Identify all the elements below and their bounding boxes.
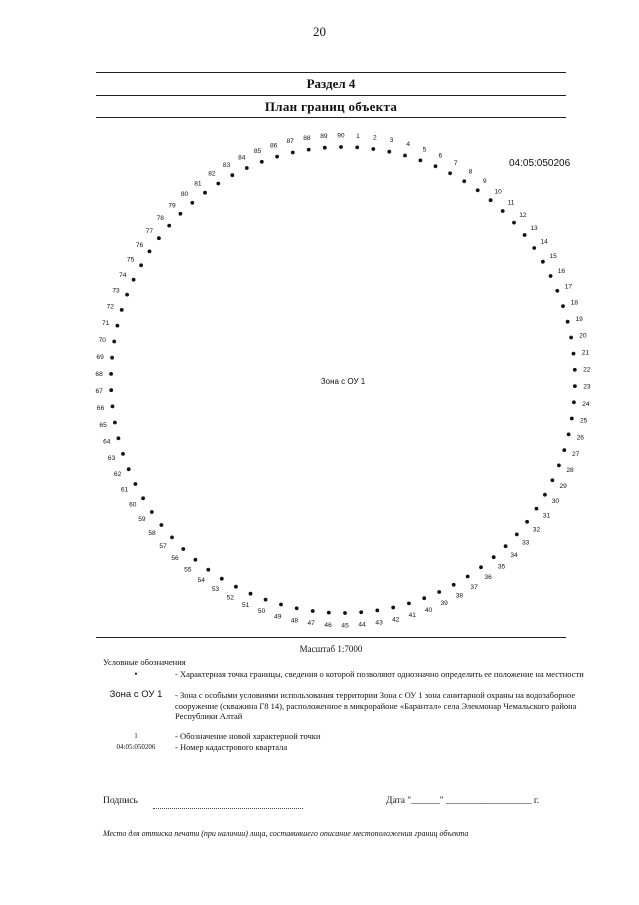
- boundary-point-label: 88: [303, 135, 311, 142]
- boundary-point-label: 24: [582, 400, 590, 408]
- boundary-point: [134, 482, 138, 486]
- boundary-point-label: 31: [542, 512, 551, 520]
- boundary-point: [295, 606, 299, 610]
- boundary-point-label: 12: [519, 211, 527, 219]
- boundary-point: [339, 145, 343, 149]
- boundary-point: [139, 263, 143, 267]
- zone-label: Зона с ОУ 1: [320, 377, 366, 386]
- boundary-point-label: 78: [156, 215, 164, 222]
- boundary-point: [291, 151, 295, 155]
- boundary-point: [448, 171, 452, 175]
- boundary-point-label: 50: [257, 608, 266, 616]
- boundary-point-label: 70: [98, 336, 106, 344]
- legend-symbol-zone: Зона с ОУ 1: [109, 689, 163, 700]
- boundary-point: [555, 289, 559, 293]
- boundary-point-label: 81: [194, 180, 202, 188]
- boundary-point: [466, 575, 470, 579]
- boundary-point-label: 73: [112, 287, 120, 295]
- boundary-point-label: 52: [226, 594, 234, 602]
- boundary-point-label: 53: [211, 586, 220, 594]
- boundary-point: [113, 421, 117, 425]
- boundary-point: [391, 606, 395, 610]
- boundary-point: [125, 293, 129, 297]
- footer-note: Место для оттиска печати (при наличии) лица, составившего описание местоположения границ объекта: [103, 829, 469, 838]
- boundary-point: [323, 146, 327, 150]
- boundary-point-label: 43: [375, 619, 383, 627]
- boundary-point-label: 77: [145, 228, 154, 236]
- boundary-point-label: 63: [107, 455, 116, 462]
- boundary-point-label: 8: [468, 168, 473, 176]
- boundary-point-label: 46: [324, 621, 332, 629]
- boundary-point: [203, 191, 207, 195]
- boundary-point: [512, 221, 516, 225]
- scale-label: Масштаб 1:7000: [299, 644, 363, 654]
- boundary-point-label: 65: [99, 421, 107, 429]
- boundary-point: [311, 609, 315, 613]
- page-number: 20: [313, 24, 326, 39]
- boundary-point-label: 66: [96, 405, 105, 412]
- boundary-point-label: 85: [253, 147, 262, 155]
- boundary-point-label: 1: [356, 132, 360, 140]
- boundary-point-label: 55: [184, 566, 192, 574]
- boundary-point-label: 44: [358, 621, 366, 629]
- boundary-point: [566, 320, 570, 324]
- boundary-point-label: 56: [171, 555, 179, 562]
- boundary-point: [569, 336, 573, 340]
- boundary-point-label: 15: [549, 253, 557, 260]
- boundary-point: [532, 246, 536, 250]
- boundary-point: [245, 166, 249, 170]
- boundary-point-label: 34: [510, 552, 518, 559]
- boundary-point-label: 58: [148, 529, 156, 537]
- boundary-point-label: 19: [575, 316, 583, 323]
- boundary-point: [117, 436, 121, 440]
- boundary-point: [501, 209, 505, 213]
- boundary-point-label: 7: [453, 160, 458, 167]
- boundary-point-label: 83: [222, 162, 231, 169]
- boundary-point: [249, 592, 253, 596]
- boundary-point: [570, 417, 574, 421]
- boundary-point: [535, 507, 539, 511]
- date-label: Дата "______" __________________ г.: [386, 796, 540, 806]
- boundary-point-label: 32: [532, 526, 541, 534]
- boundary-point: [567, 433, 571, 437]
- boundary-point: [167, 224, 171, 228]
- boundary-point-label: 3: [389, 137, 394, 145]
- boundary-point: [112, 340, 116, 344]
- boundary-point: [359, 610, 363, 614]
- boundary-point: [562, 448, 566, 452]
- rule-plan-bottom: [96, 637, 566, 638]
- boundary-point: [260, 160, 264, 164]
- boundary-point-label: 68: [95, 370, 103, 378]
- boundary-point: [479, 565, 483, 569]
- boundary-point: [419, 159, 423, 163]
- boundary-point-label: 16: [557, 268, 566, 275]
- boundary-point-label: 42: [392, 616, 400, 624]
- boundary-point: [407, 602, 411, 606]
- boundary-point: [120, 308, 124, 312]
- boundary-point: [422, 596, 426, 600]
- boundary-point: [181, 547, 185, 551]
- boundary-point: [462, 179, 466, 183]
- boundary-point: [523, 233, 527, 237]
- boundary-point-label: 80: [180, 191, 189, 198]
- boundary-point-label: 45: [341, 622, 349, 630]
- boundary-point: [515, 533, 519, 537]
- boundary-point-label: 64: [103, 438, 111, 446]
- boundary-point: [327, 611, 331, 615]
- section-title: Раздел 4: [306, 76, 356, 91]
- boundary-point-label: 36: [484, 574, 492, 582]
- boundary-point: [572, 400, 576, 404]
- boundary-point-label: 5: [422, 146, 427, 154]
- boundary-point-label: 10: [494, 188, 502, 196]
- legend-symbol-quarter: 04:05:050206: [116, 743, 156, 751]
- boundary-point: [343, 611, 347, 615]
- boundary-point: [434, 164, 438, 168]
- legend-symbol-new-point: 1: [134, 732, 138, 740]
- boundary-point-label: 9: [482, 177, 487, 185]
- boundary-point: [150, 510, 154, 514]
- boundary-point-label: 28: [566, 467, 574, 475]
- cadastral-quarter-label: 04:05:050206: [509, 158, 571, 169]
- boundary-point: [307, 148, 311, 152]
- boundary-point-label: 67: [95, 388, 103, 395]
- boundary-point-label: 6: [438, 152, 443, 160]
- boundary-point: [264, 598, 268, 602]
- boundary-point: [206, 568, 210, 572]
- boundary-point-label: 82: [208, 170, 216, 178]
- boundary-point: [437, 590, 441, 594]
- boundary-point-label: 17: [564, 283, 573, 291]
- boundary-point-label: 47: [307, 620, 315, 628]
- legend-desc-zone: - Зона с особыми условиями использования территории Зона с ОУ 1 зона санитарной охраны на водозаборное сооружение (скважина Г8 14), расположенное в микрорайоне «Барантал» села Элекмонар Чемальского района Республики Алтай: [175, 690, 577, 721]
- boundary-point-label: 71: [102, 320, 110, 328]
- boundary-point: [525, 520, 529, 524]
- legend-desc-quarter: - Номер кадастрового квартала: [175, 742, 288, 752]
- boundary-point: [492, 555, 496, 559]
- boundary-point: [170, 536, 174, 540]
- boundary-point-label: 40: [424, 606, 433, 614]
- boundary-point-label: 74: [119, 271, 127, 279]
- boundary-point: [551, 478, 555, 482]
- legend-desc-new-point: - Обозначение новой характерной точки: [175, 731, 321, 741]
- boundary-point-label: 20: [579, 332, 587, 340]
- boundary-point: [375, 609, 379, 613]
- boundary-point-label: 39: [440, 600, 448, 608]
- boundary-point: [504, 544, 508, 548]
- legend-symbol-point: •: [134, 669, 138, 679]
- boundary-point-label: 48: [290, 617, 299, 625]
- boundary-point-label: 75: [126, 256, 135, 264]
- boundary-point: [109, 372, 113, 376]
- boundary-point-label: 61: [120, 486, 129, 494]
- boundary-point: [220, 577, 224, 581]
- boundary-point: [489, 198, 493, 202]
- boundary-point-label: 59: [138, 516, 146, 524]
- boundary-point: [230, 173, 234, 177]
- signature-line: [153, 808, 303, 809]
- boundary-point-label: 72: [106, 303, 114, 311]
- boundary-point-label: 37: [470, 583, 478, 591]
- boundary-point: [216, 182, 220, 186]
- boundary-point: [371, 147, 375, 151]
- boundary-point-label: 22: [583, 366, 591, 374]
- boundary-point-label: 89: [320, 133, 328, 141]
- boundary-point-label: 26: [576, 434, 584, 442]
- boundary-point: [355, 146, 359, 150]
- boundary-point-label: 84: [238, 154, 246, 162]
- boundary-point: [387, 150, 391, 154]
- boundary-point: [403, 154, 407, 158]
- boundary-point-label: 86: [270, 142, 278, 150]
- boundary-point: [190, 201, 194, 205]
- boundary-point-label: 27: [572, 451, 580, 458]
- boundary-point: [121, 452, 125, 456]
- boundary-point: [573, 384, 577, 388]
- boundary-point-label: 33: [522, 539, 530, 547]
- boundary-point-label: 54: [197, 576, 205, 584]
- boundary-point-label: 62: [113, 471, 122, 479]
- plan-title: План границ объекта: [264, 99, 398, 114]
- boundary-point-label: 4: [406, 141, 411, 149]
- boundary-point-label: 49: [274, 613, 282, 621]
- boundary-point: [141, 496, 145, 500]
- boundary-point: [234, 585, 238, 589]
- boundary-point: [194, 558, 198, 562]
- boundary-point: [561, 304, 565, 308]
- boundary-point-label: 11: [507, 199, 515, 207]
- boundary-point: [573, 368, 577, 372]
- boundary-point-label: 2: [372, 134, 377, 142]
- boundary-point: [476, 188, 480, 192]
- boundary-point: [110, 356, 114, 360]
- boundary-point-label: 29: [559, 482, 567, 490]
- boundary-point-label: 14: [540, 238, 548, 246]
- legend-desc-point: - Характерная точка границы, сведения о которой позволяют однозначно определить ее положение на местности: [175, 669, 584, 679]
- boundary-point-label: 38: [455, 592, 464, 600]
- boundary-point: [452, 583, 456, 587]
- boundary-point: [557, 464, 561, 468]
- boundary-point-label: 87: [286, 138, 294, 146]
- boundary-point: [116, 324, 120, 328]
- boundary-point-label: 69: [96, 353, 104, 361]
- boundary-point: [572, 352, 576, 356]
- boundary-point: [111, 405, 115, 409]
- boundary-point: [275, 155, 279, 159]
- boundary-point: [148, 250, 152, 254]
- boundary-point-label: 57: [159, 542, 167, 550]
- boundary-point-label: 13: [530, 224, 538, 232]
- boundary-point: [543, 493, 547, 497]
- boundary-point-label: 23: [583, 383, 591, 391]
- boundary-point-label: 51: [242, 602, 250, 609]
- boundary-point-label: 60: [129, 501, 137, 509]
- legend-title: Условные обозначения: [103, 657, 186, 667]
- boundary-point-label: 76: [135, 242, 144, 250]
- boundary-point-label: 21: [581, 349, 590, 357]
- boundary-point: [127, 467, 131, 471]
- boundary-point-label: 41: [408, 612, 416, 620]
- boundary-point: [541, 260, 545, 264]
- boundary-point-label: 35: [497, 563, 506, 571]
- boundary-point: [160, 523, 164, 527]
- boundary-point-label: 25: [580, 417, 588, 425]
- boundary-point-label: 30: [551, 497, 560, 505]
- boundary-point: [109, 388, 113, 392]
- boundary-point-label: 18: [570, 299, 579, 307]
- boundary-point: [157, 236, 161, 240]
- boundary-point: [549, 274, 553, 278]
- boundary-point-label: 79: [168, 202, 176, 210]
- boundary-point-label: 90: [337, 132, 345, 140]
- boundary-point: [279, 603, 283, 607]
- boundary-point: [132, 278, 136, 282]
- signature-label: Подпись: [103, 796, 138, 806]
- boundary-point: [179, 212, 183, 216]
